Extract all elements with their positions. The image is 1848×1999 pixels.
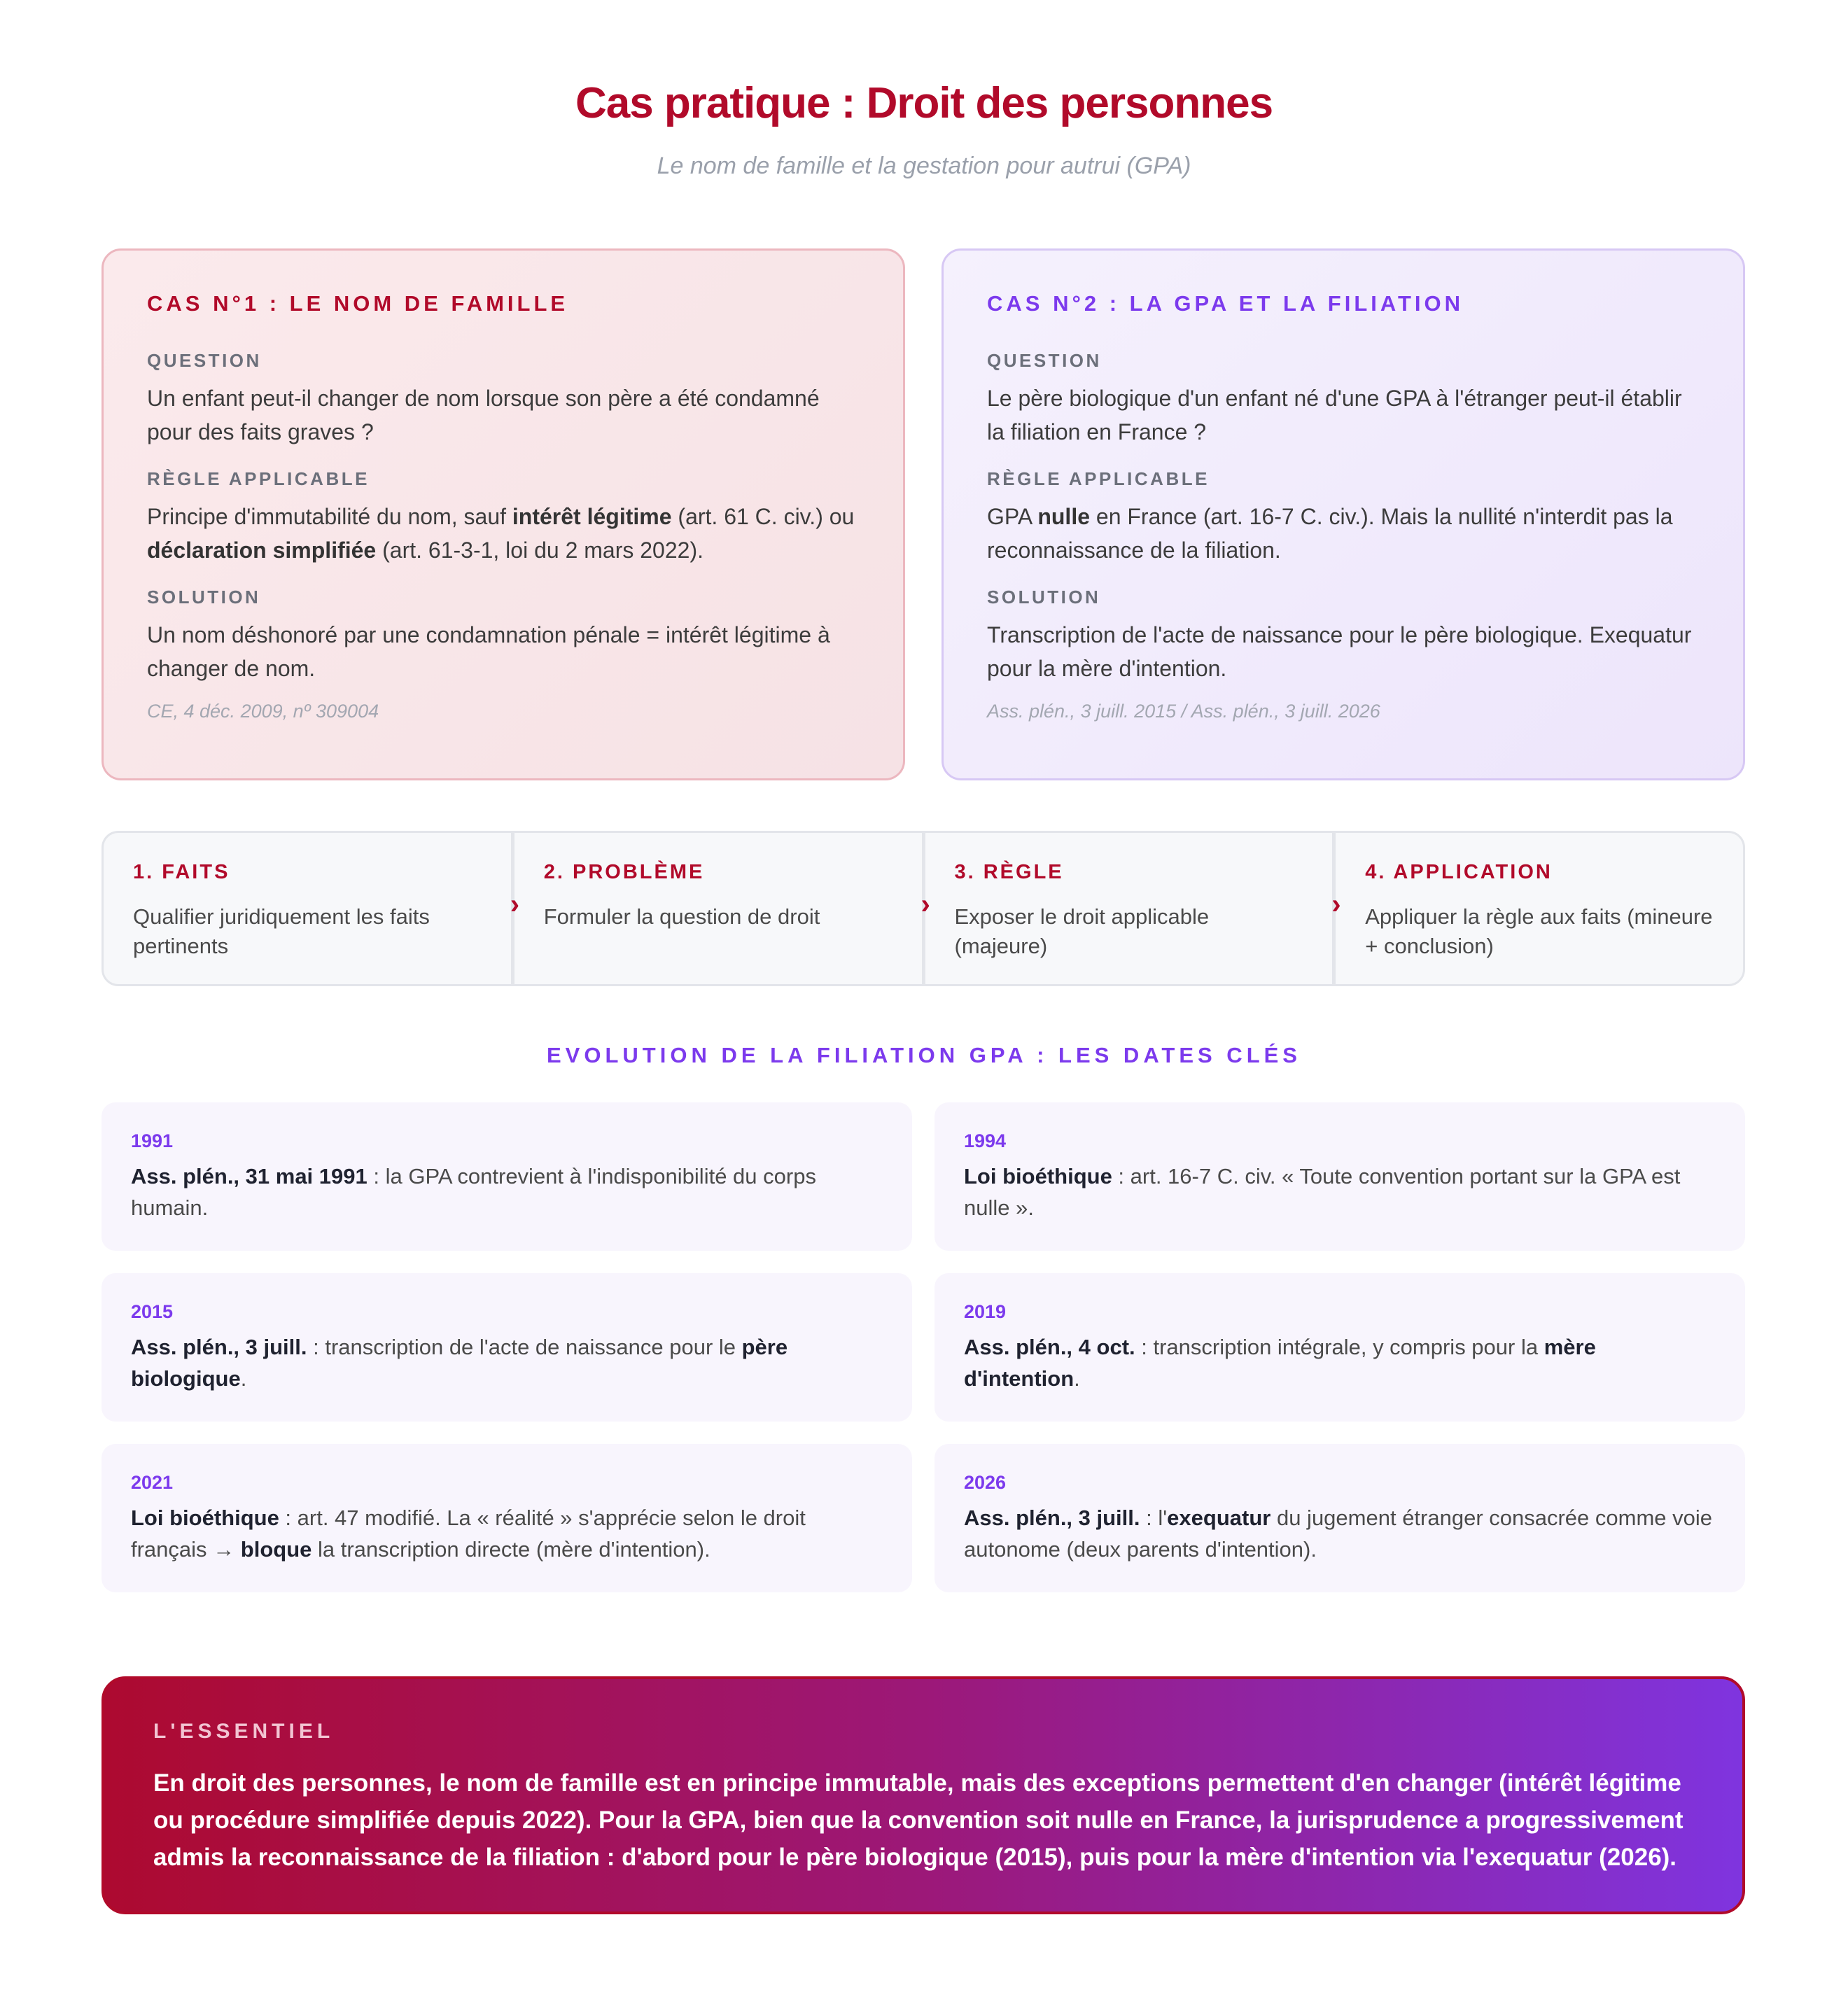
step-text: Exposer le droit applicable (majeure) [954,904,1210,958]
timeline-year: 2026 [964,1472,1007,1493]
timeline-text: Loi bioéthique : art. 47 modifié. La « réalité » s'apprécie selon le droit français → bloque la transcription directe (mère d'intention). [131,1506,806,1562]
chevron-right-icon: › [920,889,930,920]
timeline-item [102,1273,912,1422]
timeline-item [934,1444,1745,1592]
step-title: 3. RÈGLE [954,861,1064,883]
timeline-text: Ass. plén., 3 juill. : transcription de l'acte de naissance pour le père biologique. [131,1335,788,1391]
step-title: 2. PROBLÈME [543,861,705,883]
step-text: Formuler la question de droit [543,904,820,929]
timeline-year: 2019 [964,1301,1007,1322]
timeline-year: 1991 [131,1130,174,1151]
timeline-item [934,1102,1745,1251]
timeline-item [102,1102,912,1251]
step-text: Qualifier juridiquement les faits pertinents [133,904,430,958]
method-steps [102,831,1745,986]
question-text: Un enfant peut-il changer de nom lorsque son père a été condamné pour des faits graves ? [147,386,820,444]
case-card-nom-de-famille [102,248,905,780]
chevron-right-icon: › [510,889,520,920]
case-title: CAS N°1 : LE NOM DE FAMILLE [147,291,569,316]
step-faits [104,833,511,984]
case-citation: Ass. plén., 3 juill. 2015 / Ass. plén., 3 juill. 2026 [987,701,1380,722]
step-application [1332,833,1743,984]
page-title: Cas pratique : Droit des personnes [575,79,1273,127]
timeline-year: 2021 [131,1472,174,1493]
timeline-grid [102,1102,1745,1592]
step-regle [922,833,1333,984]
timeline-text: Ass. plén., 31 mai 1991 : la GPA contrevient à l'indisponibilité du corps humain. [131,1164,816,1220]
case-citation: CE, 4 déc. 2009, nº 309004 [147,701,379,722]
rule-text: GPA nulle en France (art. 16-7 C. civ.). Mais la nullité n'interdit pas la reconnaissance de la filiation. [987,504,1673,563]
timeline-text: Ass. plén., 4 oct. : transcription intégrale, y compris pour la mère d'intention. [964,1335,1596,1391]
timeline-year: 1994 [964,1130,1007,1151]
case-title: CAS N°2 : LA GPA ET LA FILIATION [987,291,1464,316]
timeline-item [934,1273,1745,1422]
rule-text: Principe d'immutabilité du nom, sauf intérêt légitime (art. 61 C. civ.) ou déclaration simplifiée (art. 61-3-1, loi du 2 mars 2022). [147,504,855,563]
step-title: 4. APPLICATION [1365,861,1553,883]
solution-text: Transcription de l'acte de naissance pour le père biologique. Exequatur pour la mère d'intention. [987,622,1692,681]
timeline-year: 2015 [131,1301,174,1322]
rule-label: RÈGLE APPLICABLE [987,468,1210,489]
rule-label: RÈGLE APPLICABLE [147,468,370,489]
step-text: Appliquer la règle aux faits (mineure + conclusion) [1365,904,1713,958]
solution-label: SOLUTION [987,587,1101,608]
timeline-text: Loi bioéthique : art. 16-7 C. civ. « Toute convention portant sur la GPA est nulle ». [964,1164,1681,1220]
page-subtitle: Le nom de famille et la gestation pour autrui (GPA) [657,153,1191,179]
essentiel-title: L'ESSENTIEL [153,1720,335,1743]
timeline-text: Ass. plén., 3 juill. : l'exequatur du jugement étranger consacrée comme voie autonome (deux parents d'intention). [964,1506,1713,1562]
step-title: 1. FAITS [133,861,230,883]
solution-text: Un nom déshonoré par une condamnation pénale = intérêt légitime à changer de nom. [147,622,830,681]
step-probleme [511,833,922,984]
question-label: QUESTION [987,350,1102,371]
chevron-right-icon: › [1331,889,1341,920]
essentiel-summary-box [102,1676,1745,1914]
timeline-title: EVOLUTION DE LA FILIATION GPA : LES DATES CLÉS [547,1043,1301,1067]
question-text: Le père biologique d'un enfant né d'une GPA à l'étranger peut-il établir la filiation en France ? [987,386,1682,444]
solution-label: SOLUTION [147,587,261,608]
case-card-gpa-filiation [941,248,1745,780]
timeline-item [102,1444,912,1592]
question-label: QUESTION [147,350,262,371]
essentiel-text: En droit des personnes, le nom de famille est en principe immutable, mais des exceptions permettent d'en changer (intérêt légitime ou procédure simplifiée depuis 2022). Pour la GPA, bien que la convention soit nulle en France, la jurisprudence a progressivement admis la reconnaissance de la filiation : d'abord pour le père biologique (2015), puis pour la mère d'intention via l'exequatur (2026). [153,1769,1684,1871]
